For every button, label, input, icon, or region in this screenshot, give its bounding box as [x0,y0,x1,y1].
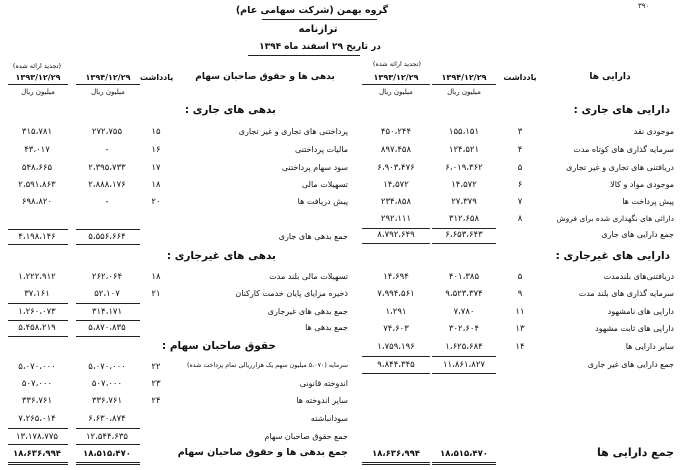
asset-noncurrent-heading: دارایی های غیرجاری : [555,250,670,262]
liab-noncurrent-heading: بدهی های غیرجاری : [166,250,276,262]
corner-mark: ۳۹۰ [638,2,650,10]
asset-restated-note: (تجدید ارائه شده) [372,60,422,68]
equity-heading: حقوق صاحبان سهام : [161,340,276,352]
asset-col-note: یادداشت [503,73,537,82]
asset-unit-current: میلیون ریال [447,88,481,96]
company-name: گروه بهمن (شرکت سهامی عام) [235,5,388,16]
liab-current-heading: بدهی های جاری : [184,104,276,116]
liab-col-note: یادداشت [140,73,174,82]
liab-unit-prior: میلیون ریال [21,88,55,96]
asset-col-title: دارایی ها [589,72,631,82]
asset-current-heading: دارایی های جاری : [573,104,670,116]
asset-col-current: ۱۳۹۴/۱۲/۲۹ [441,73,487,82]
statement-title: ترازنامه [298,24,338,35]
liab-col-prior: ۱۳۹۳/۱۲/۲۹ [15,73,61,82]
liab-unit-current: میلیون ریال [91,88,125,96]
liab-col-current: ۱۳۹۴/۱۲/۲۹ [85,73,131,82]
statement-date: در تاریخ ۲۹ اسفند ماه ۱۳۹۴ [259,42,381,52]
asset-col-prior: ۱۳۹۳/۱۲/۲۹ [373,73,419,82]
asset-unit-prior: میلیون ریال [379,88,413,96]
liab-restated-note: (تجدید ارائه شده) [12,62,62,70]
liab-col-title: بدهی ها و حقوق صاحبان سهام [195,72,335,82]
